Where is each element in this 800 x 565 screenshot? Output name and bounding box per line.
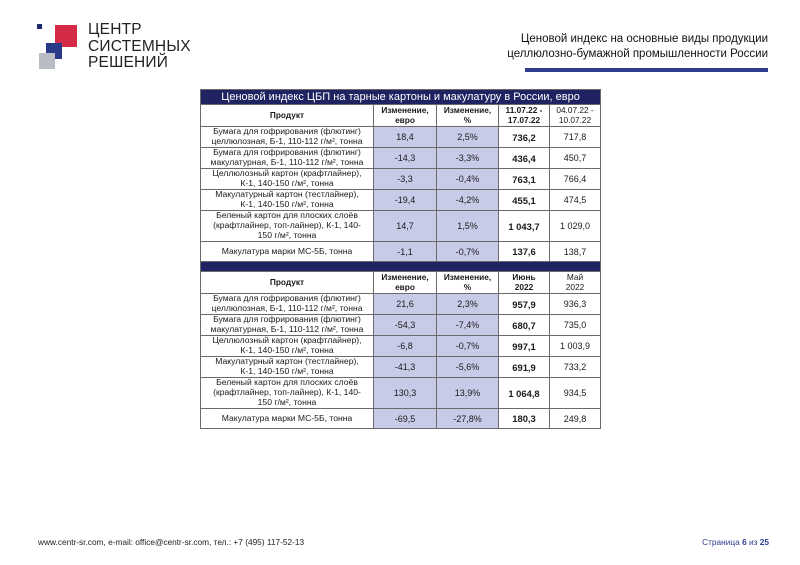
previous-price-cell: 450,7 — [550, 148, 601, 169]
table-row — [201, 148, 601, 169]
previous-period-header-line: 04.07.22 - — [556, 105, 594, 115]
company-logo[interactable] — [35, 21, 191, 78]
product-name-line: целлюлозная, Б-1, 110-112 г/м², тонна — [211, 136, 363, 146]
page-of-word: из — [749, 537, 758, 547]
change-eur-cell: 130,3 — [374, 378, 437, 409]
product-name-line: К-1, 140-150 г/м², тонна — [240, 345, 334, 355]
change-pct-cell: -27,8% — [437, 409, 499, 429]
table-row — [201, 409, 601, 429]
change-eur-cell: 18,4 — [374, 127, 437, 148]
previous-price-cell: 1 003,9 — [550, 336, 601, 357]
product-name-line: К-1, 140-150 г/м², тонна — [240, 199, 334, 209]
change-pct-cell: 13,9% — [437, 378, 499, 409]
current-price-cell: 691,9 — [499, 357, 550, 378]
page-number — [702, 537, 769, 547]
product-name — [201, 378, 374, 409]
page-current: 6 — [742, 537, 747, 547]
previous-price-cell: 934,5 — [550, 378, 601, 409]
change-pct-header-line: % — [463, 114, 472, 125]
previous-price-cell: 936,3 — [550, 294, 601, 315]
product-name-line: Бумага для гофрирования (флютинг) — [213, 147, 361, 158]
product-name-line: 150 г/м², тонна — [257, 396, 317, 407]
previous-price-cell: 717,8 — [550, 127, 601, 148]
section-divider — [201, 262, 601, 272]
change-eur-cell: -14,3 — [374, 148, 437, 169]
current-price-cell: 1 064,8 — [499, 378, 550, 409]
current-price-cell: 455,1 — [499, 190, 550, 211]
change-pct-cell: -0,7% — [437, 242, 499, 262]
product-name-line: макулатурная, Б-1, 110-112 г/м², тонна — [210, 324, 364, 334]
product-name — [201, 190, 374, 211]
change-pct-cell: -7,4% — [437, 315, 499, 336]
page-total: 25 — [759, 537, 769, 547]
product-name-line: Макулатурный картон (тестлайнер), — [215, 356, 359, 367]
previous-period-header-line: 10.07.22 — [558, 114, 592, 125]
footer-contacts: www.centr-sr.com, e-mail: office@centr-sr.com, тел.: +7 (495) 117-52-13 — [38, 537, 305, 547]
current-price-cell: 997,1 — [499, 336, 550, 357]
table-row — [201, 378, 601, 409]
weekly-header-row — [201, 105, 601, 127]
product-header: Продукт — [201, 272, 374, 294]
product-name-line: Целлюлозный картон (крафтлайнер), — [212, 168, 362, 179]
change-eur-cell: -41,3 — [374, 357, 437, 378]
table-row — [201, 242, 601, 262]
previous-price-cell: 249,8 — [550, 409, 601, 429]
current-price-cell: 763,1 — [499, 169, 550, 190]
current-period-header-line: Июнь — [512, 272, 536, 282]
current-price-cell: 436,4 — [499, 148, 550, 169]
change-eur-header-line: евро — [395, 281, 415, 292]
change-eur-header-line: евро — [395, 114, 415, 125]
change-pct-cell: 1,5% — [437, 211, 499, 242]
table-row — [201, 315, 601, 336]
current-price-cell: 736,2 — [499, 127, 550, 148]
table-row — [201, 190, 601, 211]
previous-period-header-line: Май — [566, 272, 584, 282]
change-eur-cell: -1,1 — [374, 242, 437, 262]
logo-text — [88, 22, 191, 72]
product-name — [201, 294, 374, 315]
change-pct-cell: 2,3% — [437, 294, 499, 315]
change-eur-cell: -19,4 — [374, 190, 437, 211]
current-period-header-line: 17.07.22 — [507, 114, 541, 125]
logo-line-2: СИСТЕМНЫХ — [88, 37, 191, 55]
current-period-header — [499, 272, 550, 294]
change-pct-cell: -4,2% — [437, 190, 499, 211]
current-price-cell: 180,3 — [499, 409, 550, 429]
product-name-line: Макулатура марки МС-5Б, тонна — [221, 245, 353, 256]
change-eur-header-line: Изменение, — [381, 272, 429, 282]
product-name — [201, 357, 374, 378]
previous-price-cell: 1 029,0 — [550, 211, 601, 242]
change-pct-header — [437, 105, 499, 127]
change-pct-header-line: % — [463, 281, 472, 292]
table-row — [201, 336, 601, 357]
current-price-cell: 680,7 — [499, 315, 550, 336]
product-name — [201, 409, 374, 429]
change-eur-header-line: Изменение, — [381, 105, 429, 115]
change-eur-cell: -54,3 — [374, 315, 437, 336]
logo-line-1: ЦЕНТР — [88, 21, 142, 38]
product-name — [201, 315, 374, 336]
change-eur-cell: -3,3 — [374, 169, 437, 190]
current-price-cell: 1 043,7 — [499, 211, 550, 242]
change-eur-cell: -6,8 — [374, 336, 437, 357]
product-name-line: (крафтлайнер, топ-лайнер), К-1, 140- — [213, 387, 361, 398]
title-underline — [525, 68, 768, 72]
previous-price-cell: 474,5 — [550, 190, 601, 211]
product-name-line: К-1, 140-150 г/м², тонна — [240, 366, 334, 376]
monthly-header-row — [201, 272, 601, 294]
change-pct-cell: -3,3% — [437, 148, 499, 169]
change-eur-header — [374, 272, 437, 294]
product-name-line: (крафтлайнер, топ-лайнер), К-1, 140- — [213, 220, 361, 231]
change-eur-header — [374, 105, 437, 127]
previous-price-cell: 766,4 — [550, 169, 601, 190]
table-row — [201, 127, 601, 148]
document-title — [507, 32, 768, 62]
product-name — [201, 127, 374, 148]
logo-line-3: РЕШЕНИЙ — [88, 54, 169, 71]
change-eur-cell: -69,5 — [374, 409, 437, 429]
current-price-cell: 957,9 — [499, 294, 550, 315]
change-pct-header-line: Изменение, — [443, 105, 492, 115]
change-pct-cell: -5,6% — [437, 357, 499, 378]
product-name — [201, 242, 374, 262]
document-title-line-2: целлюлозно-бумажной промышленности России — [507, 48, 768, 60]
change-eur-cell: 14,7 — [374, 211, 437, 242]
product-name-line: Беленый картон для плоских слоёв — [216, 377, 358, 388]
page-word: Страница — [702, 537, 740, 547]
change-pct-cell: -0,4% — [437, 169, 499, 190]
change-pct-header-line: Изменение, — [443, 272, 492, 282]
product-name-line: Бумага для гофрирования (флютинг) — [213, 293, 361, 304]
product-name-line: К-1, 140-150 г/м², тонна — [240, 178, 334, 188]
table-row — [201, 357, 601, 378]
current-price-cell: 137,6 — [499, 242, 550, 262]
table-row — [201, 211, 601, 242]
product-header: Продукт — [201, 105, 374, 127]
previous-period-header-line: 2022 — [565, 281, 585, 292]
product-name-line: Макулатура марки МС-5Б, тонна — [221, 412, 353, 423]
previous-price-cell: 733,2 — [550, 357, 601, 378]
product-name-line: Целлюлозный картон (крафтлайнер), — [212, 335, 362, 346]
product-name-line: макулатурная, Б-1, 110-112 г/м², тонна — [210, 157, 364, 167]
logo-square-gray — [39, 53, 55, 69]
change-eur-cell: 21,6 — [374, 294, 437, 315]
table-title-row — [201, 90, 601, 105]
change-pct-cell: -0,7% — [437, 336, 499, 357]
table-row — [201, 169, 601, 190]
product-name — [201, 211, 374, 242]
product-name — [201, 169, 374, 190]
previous-price-cell: 735,0 — [550, 315, 601, 336]
product-name-line: Бумага для гофрирования (флютинг) — [213, 126, 361, 137]
current-period-header-line: 2022 — [514, 281, 534, 292]
price-index-table — [200, 89, 601, 429]
product-name — [201, 336, 374, 357]
product-name — [201, 148, 374, 169]
product-name-line: целлюлозная, Б-1, 110-112 г/м², тонна — [211, 303, 363, 313]
section-divider-cell — [201, 262, 601, 272]
previous-period-header — [550, 272, 601, 294]
product-name-line: Бумага для гофрирования (флютинг) — [213, 314, 361, 325]
document-title-line-1: Ценовой индекс на основные виды продукции — [520, 33, 768, 45]
current-period-header-line: 11.07.22 - — [505, 105, 543, 115]
previous-price-cell: 138,7 — [550, 242, 601, 262]
logo-square-small — [37, 24, 42, 29]
previous-period-header — [550, 105, 601, 127]
table-title: Ценовой индекс ЦБП на тарные картоны и макулатуру в России, евро — [201, 90, 601, 105]
change-pct-cell: 2,5% — [437, 127, 499, 148]
product-name-line: 150 г/м², тонна — [257, 229, 317, 240]
change-pct-header — [437, 272, 499, 294]
table-row — [201, 294, 601, 315]
current-period-header — [499, 105, 550, 127]
product-name-line: Макулатурный картон (тестлайнер), — [215, 189, 359, 200]
product-name-line: Беленый картон для плоских слоёв — [216, 210, 358, 221]
